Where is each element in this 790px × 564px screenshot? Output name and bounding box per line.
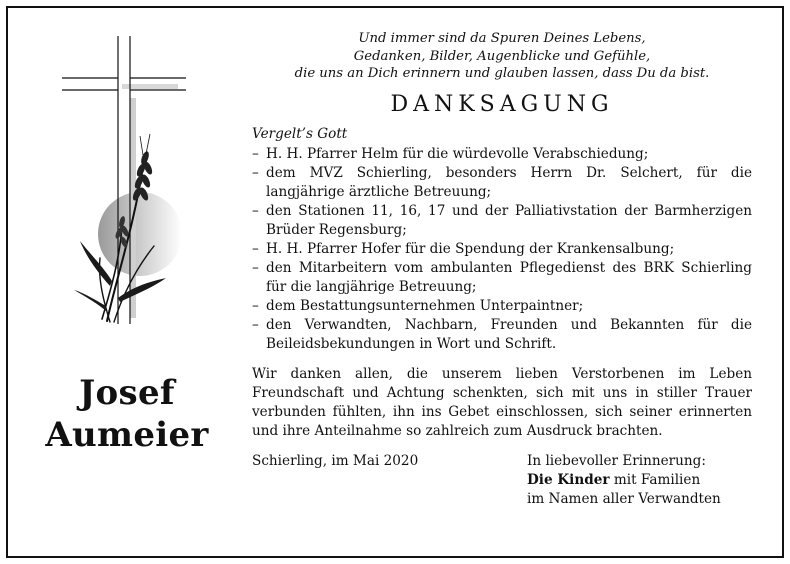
list-item-text: den Mitarbeitern vom ambulanten Pflegedienst des BRK Schierling für die langjährige Betreuung; — [266, 259, 752, 295]
list-item — [252, 259, 752, 297]
dash: – — [252, 202, 259, 219]
memory-line: In liebevoller Erinnerung: — [527, 452, 706, 469]
list-item — [252, 316, 752, 354]
main-text — [252, 30, 752, 512]
list-item-text: H. H. Pfarrer Hofer für die Spendung der Krankensalbung; — [266, 240, 675, 257]
heading: DANKSAGUNG — [390, 91, 614, 117]
list-item-text: dem Bestattungsunternehmen Unterpaintner; — [266, 297, 584, 314]
dash: – — [252, 164, 259, 181]
thanks-list — [252, 145, 752, 354]
list-item — [252, 164, 752, 202]
list-item-text: H. H. Pfarrer Helm für die würdevolle Verabschiedung; — [266, 145, 649, 162]
list-item-text: dem MVZ Schierling, besonders Herrn Dr. Selchert, für die langjährige ärztliche Betreuung; — [266, 164, 752, 200]
relatives-line: im Namen aller Verwandten — [527, 490, 721, 507]
family-bold: Die Kinder — [527, 471, 610, 488]
intro: Vergelt’s Gott — [252, 125, 348, 142]
dash: – — [252, 145, 259, 162]
last-name: Aumeier — [45, 415, 209, 455]
dash: – — [252, 316, 259, 333]
list-item — [252, 297, 752, 316]
motto-line: Und immer sind da Spuren Deines Lebens, — [358, 31, 646, 46]
first-name: Josef — [79, 373, 175, 413]
list-item-text: den Verwandten, Nachbarn, Freunden und Bekannten für die Beileidsbekundungen in Wort und Schrift. — [266, 316, 752, 352]
place-date: Schierling, im Mai 2020 — [252, 452, 419, 469]
family-rest: mit Familien — [609, 471, 701, 488]
motto — [252, 30, 752, 83]
cross-wheat-sun-icon — [62, 36, 192, 326]
family-line — [527, 471, 721, 490]
list-item — [252, 145, 752, 164]
motto-line: Gedanken, Bilder, Augenblicke und Gefühle, — [353, 48, 651, 64]
dash: – — [252, 297, 259, 314]
list-item-text: den Stationen 11, 16, 17 und der Palliativstation der Barmherzigen Brüder Regensburg; — [266, 202, 752, 238]
dash: – — [252, 240, 259, 257]
signature — [527, 452, 721, 509]
sun-disk — [98, 192, 182, 276]
deceased-name — [22, 372, 232, 456]
list-item — [252, 202, 752, 240]
motto-line: die uns an Dich erinnern und glauben lassen, dass Du da bist. — [294, 66, 710, 81]
dash: – — [252, 259, 259, 276]
closing-paragraph: Wir danken allen, die unserem lieben Verstorbenen im Leben Freundschaft und Achtung schenkten, sich mit uns in stiller Trauer verbunden fühlten, ihn ins Gebet einschlossen, sich seiner erinnerten und ihre Anteilnahme so zahlreich zum Ausdruck brachten. — [252, 365, 752, 439]
list-item — [252, 240, 752, 259]
footer — [252, 452, 752, 512]
